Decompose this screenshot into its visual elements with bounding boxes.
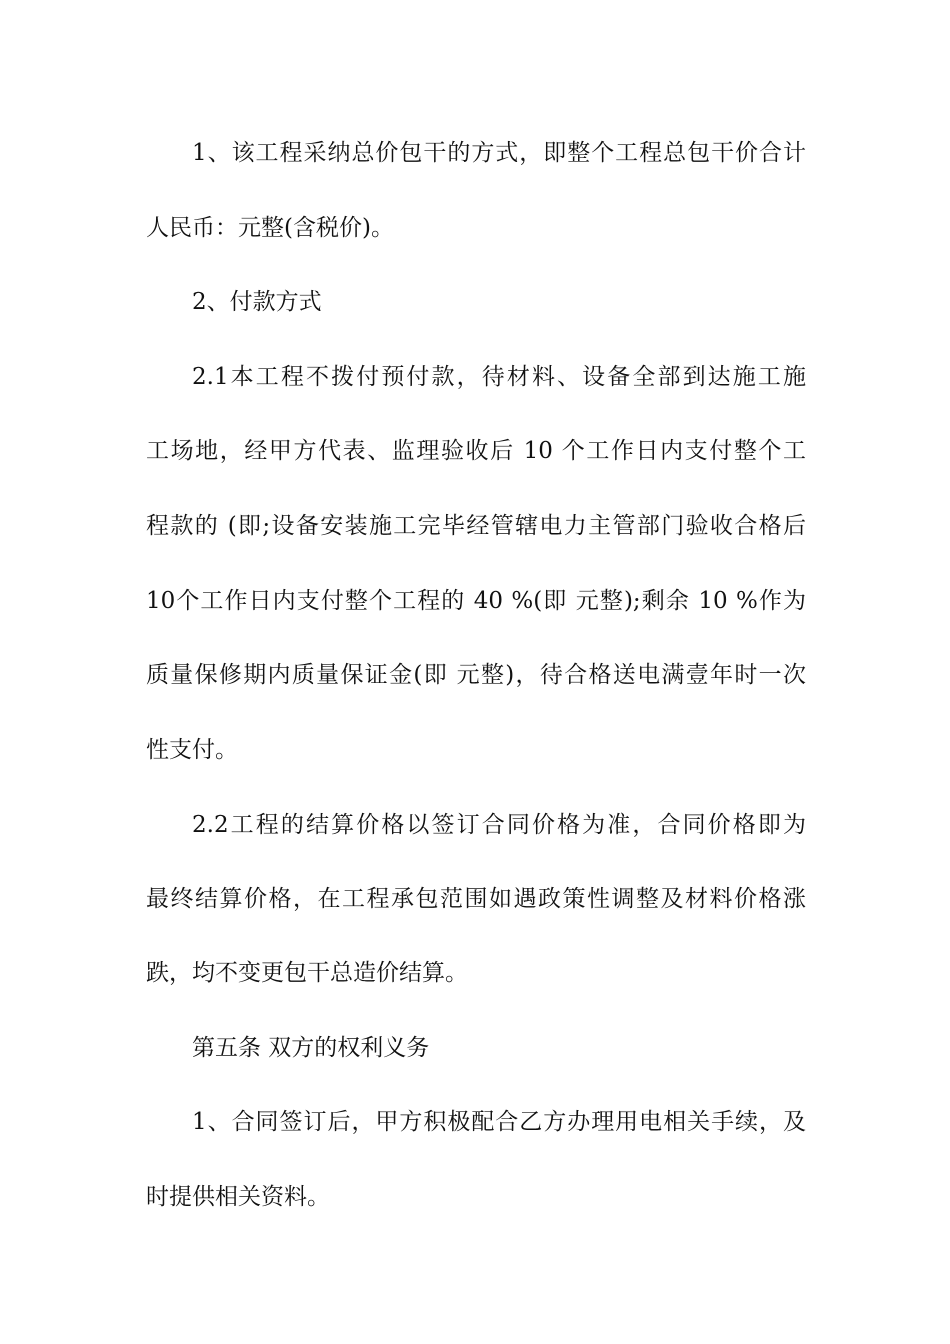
text-line: 程款的 (即;设备安装施工完毕经管辖电力主管部门验收合格后 <box>146 513 806 539</box>
section-heading: 2、付款方式 <box>192 289 322 315</box>
text-line: 人民币：元整(含税价)。 <box>146 215 394 241</box>
text-line: 时提供相关资料。 <box>146 1184 330 1210</box>
text-line: 10个工作日内支付整个工程的 40 %(即 元整);剩余 10 %作为 <box>146 588 806 614</box>
text-line: 1、该工程采纳总价包干的方式，即整个工程总包干价合计 <box>192 140 806 166</box>
text-line: 2.1本工程不拨付预付款，待材料、设备全部到达施工施 <box>192 364 806 390</box>
text-line: 2.2工程的结算价格以签订合同价格为准，合同价格即为 <box>192 812 806 838</box>
text-line: 最终结算价格，在工程承包范围如遇政策性调整及材料价格涨 <box>146 886 806 912</box>
text-line: 跌，均不变更包干总造价结算。 <box>146 960 468 986</box>
text-line: 工场地，经甲方代表、监理验收后 10 个工作日内支付整个工 <box>146 438 806 464</box>
text-line: 1、合同签订后，甲方积极配合乙方办理用电相关手续，及 <box>192 1109 806 1135</box>
text-line: 质量保修期内质量保证金(即 元整)，待合格送电满壹年时一次 <box>146 662 806 688</box>
section-heading: 第五条 双方的权利义务 <box>192 1035 430 1061</box>
text-line: 性支付。 <box>146 737 238 763</box>
